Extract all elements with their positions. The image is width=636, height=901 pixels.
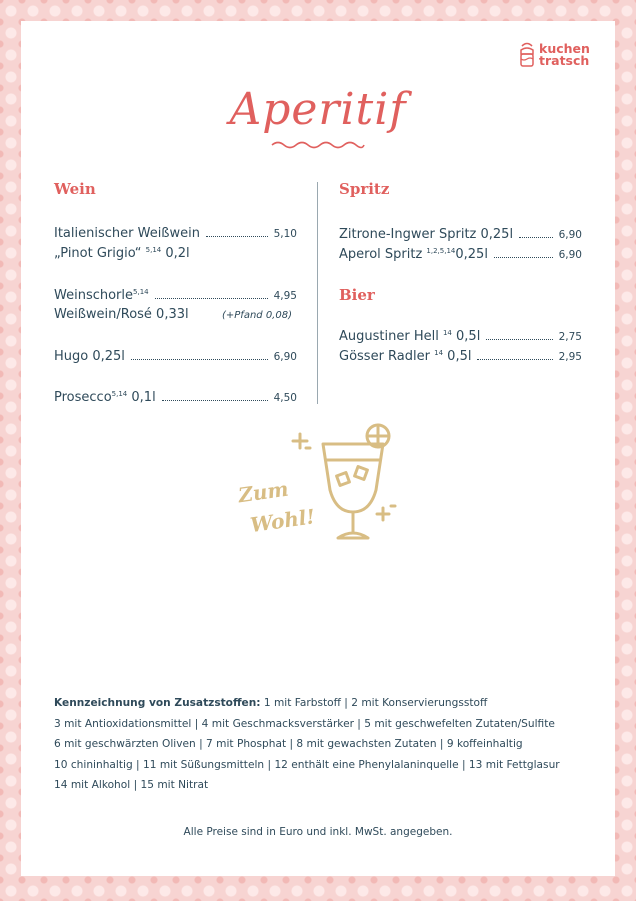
menu-item-weisswein-detail xyxy=(54,246,190,261)
dot-leader xyxy=(477,359,552,360)
item-additive-codes: 14 xyxy=(442,329,452,337)
item-name: Gösser Radler $^{14}$ 0,5l xyxy=(339,349,472,364)
item-price: 4,95 xyxy=(273,290,297,302)
item-price: 6,90 xyxy=(273,351,297,363)
item-additive-codes: 5,14 xyxy=(133,288,149,296)
toast-text-line-2: Wohl! xyxy=(248,504,317,538)
item-price: 6,90 xyxy=(558,229,582,241)
item-price: 5,10 xyxy=(273,228,297,240)
item-name: Zitrone-Ingwer Spritz 0,25l xyxy=(339,227,514,242)
item-name: Prosecco$^{5,14}$ 0,1l xyxy=(54,390,156,405)
item-name: Hugo 0,25l xyxy=(54,349,125,364)
menu-item-goesser-radler xyxy=(339,349,582,364)
price-footnote: Alle Preise sind in Euro und inkl. MwSt. angegeben. xyxy=(183,826,453,838)
item-size: 0,2l xyxy=(165,246,190,261)
wave-ornament xyxy=(270,139,366,151)
section-heading-bier: Bier xyxy=(339,286,375,304)
menu-item-aperol-spritz xyxy=(339,247,582,262)
deposit-note: (+Pfand 0,08) xyxy=(222,310,292,321)
item-price: 2,95 xyxy=(558,351,582,363)
additives-line-3: 6 mit geschwärzten Oliven | 7 mit Phosphat | 8 mit gewachsten Zutaten | 9 koffeinhaltig xyxy=(54,738,523,750)
item-additive-codes: 5,14 xyxy=(111,390,128,398)
item-name: Italienischer Weißwein xyxy=(54,226,200,241)
item-name: Augustiner Hell $^{14}$ 0,5l xyxy=(339,329,481,344)
section-heading-spritz: Spritz xyxy=(339,180,390,198)
menu-item-weisswein xyxy=(54,226,297,241)
item-price: 6,90 xyxy=(558,249,582,261)
page-title: Aperitif xyxy=(229,84,407,135)
menu-item-prosecco xyxy=(54,390,297,405)
section-heading-wein: Wein xyxy=(54,180,96,198)
column-divider xyxy=(317,182,318,404)
menu-item-hugo xyxy=(54,349,297,364)
toast-text-line-1: Zum xyxy=(236,476,290,508)
menu-item-zitrone-ingwer-spritz xyxy=(339,227,582,242)
item-additive-codes: 14 xyxy=(434,349,444,357)
menu-item-augustiner-hell xyxy=(339,329,582,344)
menu-item-weinschorle xyxy=(54,288,297,303)
cake-icon xyxy=(519,42,535,68)
dot-leader xyxy=(131,359,268,360)
dot-leader xyxy=(486,339,552,340)
item-additive-codes: 1,2,5,14 xyxy=(426,247,456,255)
dot-leader xyxy=(162,400,268,401)
additives-line-2: 3 mit Antioxidationsmittel | 4 mit Geschmacksverstärker | 5 mit geschwefelten Zutaten/Sulfite xyxy=(54,717,555,730)
item-name: Weinschorle$^{5,14}$ xyxy=(54,288,149,303)
item-price: 2,75 xyxy=(558,331,582,343)
item-subname: „Pinot Grigio“ xyxy=(54,246,142,261)
item-additive-codes: 5,14 xyxy=(145,246,162,254)
additives-heading: Kennzeichnung von Zusatzstoffen: xyxy=(54,697,261,709)
additives-line-5: 14 mit Alkohol | 15 mit Nitrat xyxy=(54,779,209,791)
additives-line-4: 10 chininhaltig | 11 mit Süßungsmitteln | 12 enthält eine Phenylalaninquelle | 13 mit Fettglasur xyxy=(54,758,560,771)
brand-line-1: kuchen xyxy=(539,41,590,56)
dot-leader xyxy=(206,236,268,237)
item-subname: Weißwein/Rosé 0,33l xyxy=(54,307,189,322)
additives-line-1: Kennzeichnung von Zusatzstoffen: 1 mit Farbstoff | 2 mit Konservierungsstoff xyxy=(54,697,488,709)
brand-line-2: tratsch xyxy=(539,53,590,68)
item-price: 4,50 xyxy=(273,392,297,404)
dot-leader xyxy=(494,257,553,258)
dot-leader xyxy=(519,237,553,238)
dot-leader xyxy=(155,298,268,299)
additives-legend xyxy=(54,693,560,796)
cocktail-glass-illustration xyxy=(230,420,410,550)
item-name: Aperol Spritz $^{1,2,5,14}$0,25l xyxy=(339,247,488,262)
brand-logo xyxy=(519,42,590,68)
